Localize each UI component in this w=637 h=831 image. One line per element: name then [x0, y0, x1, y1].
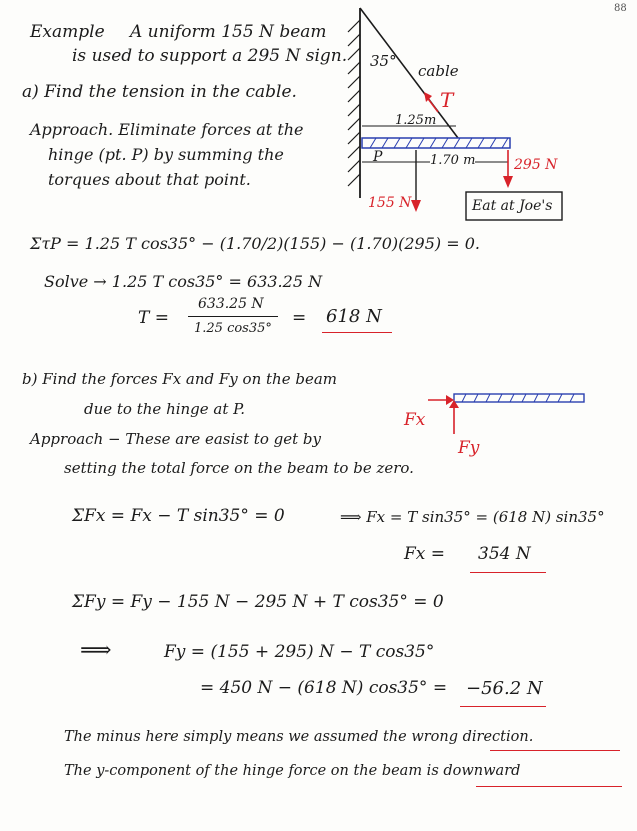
part-a-approach-3: torques about that point.: [48, 170, 251, 189]
diagram-length-1: 1.25m: [395, 113, 437, 128]
fy-line-2: = 450 N − (618 N) cos35° =: [200, 678, 448, 698]
fy-label: Fy: [458, 438, 480, 458]
part-a-approach-2: hinge (pt. P) by summing the: [48, 145, 284, 164]
solve-t-equals: =: [292, 308, 307, 328]
solve-t-denominator: 1.25 cos35°: [194, 321, 272, 336]
diagram-cable-label: cable: [418, 62, 459, 80]
example-line-2: is used to support a 295 N sign.: [72, 46, 348, 66]
sum-fy-equation: ΣFy = Fy − 155 N − 295 N + T cos35° = 0: [72, 592, 444, 612]
note-line-1: The minus here simply means we assumed the wrong direction.: [64, 729, 534, 745]
beam-b: [454, 394, 584, 402]
solve-t-numerator: 633.25 N: [198, 296, 264, 312]
fraction-bar: [188, 316, 278, 317]
diagram-weight-beam: 155 N: [368, 195, 412, 211]
fy-answer: −56.2 N: [466, 678, 543, 699]
part-a-approach-1: Approach. Eliminate forces at the: [30, 120, 304, 139]
part-b-question-2: due to the hinge at P.: [84, 400, 245, 418]
diagram-length-2: 1.70 m: [430, 153, 476, 168]
torque-equation: ΣτP = 1.25 T cos35° − (1.70/2)(155) − (1.70)(295) = 0.: [30, 234, 480, 253]
diagram-hinge-label: P: [373, 149, 383, 165]
beam: [362, 138, 510, 148]
sign-weight-arrowhead: [503, 176, 513, 188]
fy-answer-underline: [460, 706, 546, 707]
diagram-tension-label: T: [440, 88, 454, 112]
beam-hatching: [370, 138, 508, 148]
fy-implies-arrow: ⟹: [80, 638, 112, 663]
part-b-question-1: b) Find the forces Fx and Fy on the beam: [22, 370, 337, 388]
fx-result-1: ⟹ Fx = T sin35° = (618 N) sin35°: [340, 508, 605, 526]
beam-downward-underline: [476, 786, 622, 787]
note-line-2: The y-component of the hinge force on the beam is downward: [64, 763, 521, 779]
part-a-question: a) Find the tension in the cable.: [22, 82, 297, 102]
fx-answer: 354 N: [478, 544, 531, 564]
solve-line-1: Solve → 1.25 T cos35° = 633.25 N: [44, 272, 323, 291]
part-b-approach-1: Approach − These are easist to get by: [30, 430, 321, 448]
tension-answer: 618 N: [326, 306, 382, 327]
wrong-direction-underline: [490, 750, 620, 751]
diagram-weight-sign: 295 N: [514, 157, 558, 173]
example-line-1: A uniform 155 N beam: [130, 22, 327, 42]
beam-weight-arrowhead: [411, 200, 421, 212]
page-number: 88: [614, 3, 627, 14]
fx-label: Fx: [404, 410, 426, 430]
diagram-sign-text: Eat at Joe's: [472, 198, 553, 214]
sum-fx-equation: ΣFx = Fx − T sin35° = 0: [72, 506, 285, 526]
part-b-approach-2: setting the total force on the beam to be zero.: [64, 459, 414, 477]
example-label: Example: [30, 22, 105, 42]
beam-b-hatching: [462, 394, 574, 402]
wall-hatching: [348, 20, 360, 186]
fx-result-lhs: Fx =: [404, 544, 446, 564]
tension-answer-underline: [322, 332, 392, 333]
solve-t-lhs: T =: [138, 308, 169, 328]
tension-arrowhead: [424, 92, 432, 102]
hinge-force-diagram: [400, 380, 600, 460]
fx-answer-underline: [470, 572, 546, 573]
diagram-angle: 35°: [370, 52, 397, 70]
fy-line-1: Fy = (155 + 295) N − T cos35°: [164, 642, 435, 662]
